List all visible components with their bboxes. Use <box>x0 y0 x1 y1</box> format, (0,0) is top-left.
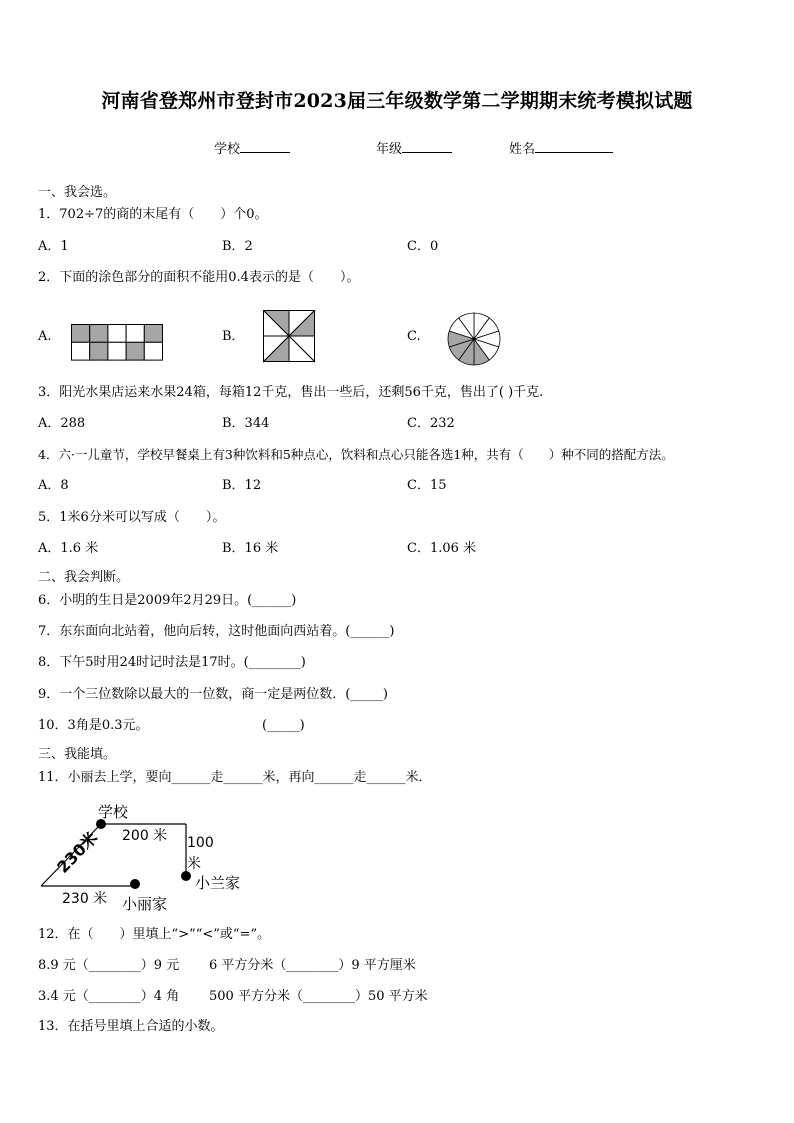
name-label: 姓名 <box>509 142 536 157</box>
distance-100-label: 100 <box>187 835 214 851</box>
question-9: 9．一个三位数除以最大的一位数，商一定是两位数．(_____) <box>38 687 388 702</box>
question-11: 11．小丽去上学，要向______走______米，再向______走______米． <box>38 770 432 785</box>
xiaoli-home-label: 小丽家 <box>122 895 168 913</box>
distance-diagonal-label: 230米 <box>53 828 102 877</box>
q5-option-c[interactable]: C．1.06 米 <box>407 541 477 556</box>
school-field <box>214 140 290 159</box>
grade-field <box>376 140 452 159</box>
square-figure-b <box>263 310 316 363</box>
grade-blank[interactable] <box>402 140 452 153</box>
distance-100-unit: 米 <box>187 856 201 872</box>
q12-row1-right[interactable]: 6 平方分米（________）9 平方厘米 <box>209 958 416 973</box>
grade-label: 年级 <box>376 142 403 157</box>
distance-230-label: 230 米 <box>62 891 108 907</box>
circle-figure-c <box>446 311 502 367</box>
question-2: 2．下面的涂色部分的面积不能用0.4表示的是（ ）。 <box>38 270 360 285</box>
grid-figure-a <box>71 324 165 361</box>
xiaolan-home-point <box>181 871 191 881</box>
question-7: 7．东东面向北站着，他向后转，这时他面向西站着。(______) <box>38 624 395 639</box>
q2-option-b[interactable]: B． <box>222 329 245 344</box>
school-blank[interactable] <box>240 140 290 153</box>
q4-option-a[interactable]: A．8 <box>38 478 69 493</box>
q2-option-c[interactable]: C. <box>407 329 421 344</box>
name-field <box>509 140 613 159</box>
question-5: 5．1米6分米可以写成（ ）。 <box>38 510 226 525</box>
q3-option-b[interactable]: B．344 <box>222 416 270 431</box>
q3-option-c[interactable]: C．232 <box>407 416 455 431</box>
distance-200-label: 200 米 <box>122 828 168 844</box>
school-map-label: 学校 <box>98 803 129 821</box>
q5-option-a[interactable]: A．1.6 米 <box>38 541 99 556</box>
route-map <box>36 796 256 916</box>
page-title: 河南省登郑州市登封市2023届三年级数学第二学期期末统考模拟试题 <box>101 90 693 112</box>
question-8: 8．下午5时用24时记时法是17时。(________) <box>38 655 306 670</box>
question-12: 12．在（ ）里填上“>”“<”或“=”。 <box>38 927 271 942</box>
xiaolan-home-label: 小兰家 <box>195 874 241 892</box>
q3-option-a[interactable]: A．288 <box>38 416 86 431</box>
xiaoli-home-point <box>130 879 140 889</box>
q1-option-a[interactable]: A．1 <box>38 239 69 254</box>
q12-row2-left[interactable]: 3.4 元（________）4 角 <box>38 989 180 1004</box>
q1-option-c[interactable]: C．0 <box>407 239 439 254</box>
name-blank[interactable] <box>535 140 613 153</box>
q4-option-c[interactable]: C．15 <box>407 478 447 493</box>
q10-answer-blank[interactable]: (_____) <box>262 718 305 733</box>
question-13: 13．在括号里填上合适的小数。 <box>38 1019 224 1034</box>
q2-option-a[interactable]: A. <box>38 329 52 344</box>
question-6: 6．小明的生日是2009年2月29日。(______) <box>38 593 297 608</box>
q12-row2-right[interactable]: 500 平方分米（________）50 平方米 <box>209 989 428 1004</box>
q5-option-b[interactable]: B．16 米 <box>222 541 279 556</box>
q12-row1-left[interactable]: 8.9 元（________）9 元 <box>38 958 180 973</box>
section3-heading: 三、我能填。 <box>38 747 117 762</box>
question-3: 3．阳光水果店运来水果24箱，每箱12千克，售出一些后，还剩56千克，售出了( )千克. <box>38 385 544 400</box>
q1-option-b[interactable]: B．2 <box>222 239 253 254</box>
question-1: 1．702÷7的商的末尾有（ ）个0。 <box>38 207 268 222</box>
school-label: 学校 <box>214 142 241 157</box>
q4-option-b[interactable]: B．12 <box>222 478 262 493</box>
section2-heading: 二、我会判断。 <box>38 570 130 585</box>
section1-heading: 一、我会选。 <box>38 185 117 200</box>
question-4: 4．六·一儿童节，学校早餐桌上有3种饮料和5种点心，饮料和点心只能各选1种，共有（ ）种不同的搭配方法。 <box>38 447 674 462</box>
question-10: 10．3角是0.3元。 <box>38 718 149 733</box>
